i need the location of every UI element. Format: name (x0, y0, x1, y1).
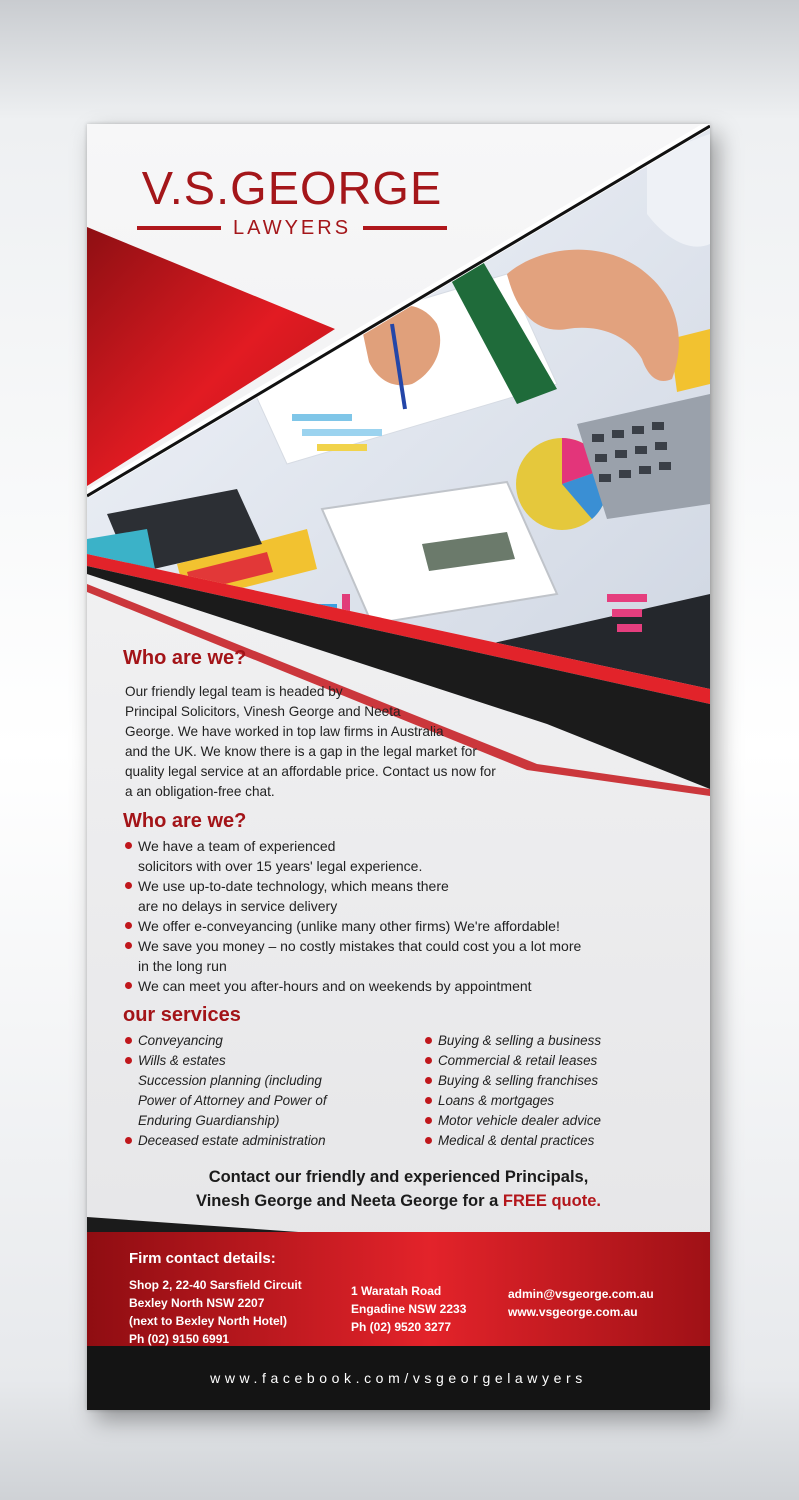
bullet-dot-icon (125, 842, 132, 849)
address-line: (next to Bexley North Hotel) (129, 1314, 288, 1328)
bullet-line: solicitors with over 15 years' legal experience. (138, 858, 423, 874)
list-item (125, 916, 685, 936)
bullet-dot-icon (425, 1057, 432, 1064)
list-item (425, 1051, 695, 1071)
service-line: Buying & selling a business (438, 1033, 602, 1048)
list-item (425, 1111, 695, 1131)
cta-free-quote: FREE quote. (502, 1192, 601, 1210)
bullet-dot-icon (425, 1077, 432, 1084)
service-line: Enduring Guardianship) (138, 1113, 280, 1128)
call-to-action (87, 1165, 710, 1213)
bullet-line: We use up-to-date technology, which means there (138, 878, 449, 894)
facebook-link[interactable]: www.facebook.com/vsgeorgelawyers (210, 1370, 587, 1386)
about-line: a an obligation-free chat. (125, 784, 275, 799)
services-heading: our services (123, 1004, 241, 1026)
cta-line-2 (87, 1189, 710, 1213)
bullet-line: We can meet you after-hours and on weekends by appointment (138, 978, 532, 994)
bullet-dot-icon (425, 1037, 432, 1044)
cta-line-2-prefix: Vinesh George and Neeta George for a (196, 1192, 503, 1210)
brand-subtitle-row (137, 218, 447, 238)
bullet-line: We have a team of experienced (138, 838, 336, 854)
services-list-right (425, 1031, 695, 1151)
service-line: Motor vehicle dealer advice (438, 1113, 602, 1128)
service-line: Wills & estates (138, 1053, 226, 1068)
bullet-line: are no delays in service delivery (138, 898, 338, 914)
address-line: 1 Waratah Road (351, 1284, 442, 1298)
phone-number: Ph (02) 9520 3277 (351, 1320, 452, 1334)
about-line: Principal Solicitors, Vinesh George and Neeta (125, 704, 401, 719)
office-1-address (129, 1276, 302, 1348)
about-line: quality legal service at an affordable price. Contact us now for (125, 764, 496, 779)
list-item (425, 1091, 695, 1111)
bullet-line: We offer e-conveyancing (unlike many other firms) We're affordable! (138, 918, 560, 934)
list-item (425, 1031, 695, 1051)
office-2-address (351, 1282, 466, 1336)
bullet-dot-icon (425, 1117, 432, 1124)
brand-name: V.S.GEORGE (141, 162, 443, 214)
service-line: Medical & dental practices (438, 1133, 595, 1148)
address-line: Engadine NSW 2233 (351, 1302, 467, 1316)
email-link[interactable]: admin@vsgeorge.com.au (508, 1287, 654, 1301)
list-item (125, 976, 685, 996)
about-line: George. We have worked in top law firms in Australia (125, 724, 444, 739)
bullet-dot-icon (425, 1137, 432, 1144)
list-item (125, 836, 685, 876)
flyer (87, 124, 710, 1410)
list-item (125, 876, 685, 916)
bullet-dot-icon (125, 882, 132, 889)
address-line: Shop 2, 22-40 Sarsfield Circuit (129, 1278, 302, 1292)
service-line: Commercial & retail leases (438, 1053, 598, 1068)
service-line: Loans & mortgages (438, 1093, 555, 1108)
service-line: Power of Attorney and Power of (138, 1093, 327, 1108)
list-item (125, 1031, 405, 1051)
cta-line-1: Contact our friendly and experienced Principals, (208, 1168, 589, 1186)
bullet-dot-icon (125, 982, 132, 989)
phone-number: Ph (02) 9150 6991 (129, 1332, 230, 1346)
about-paragraph (125, 682, 565, 802)
about-line: Our friendly legal team is headed by (125, 684, 343, 699)
about-heading: Who are we? (123, 647, 247, 669)
bullet-dot-icon (125, 922, 132, 929)
bullet-dot-icon (125, 1057, 132, 1064)
why-bullet-list (125, 836, 685, 996)
brand-rule-left (137, 226, 221, 230)
why-heading: Who are we? (123, 810, 247, 832)
service-line: Succession planning (including (138, 1073, 322, 1088)
list-item (125, 1131, 405, 1151)
list-item (125, 936, 685, 976)
service-line: Deceased estate administration (138, 1133, 326, 1148)
list-item (425, 1071, 695, 1091)
brand-subtitle: LAWYERS (232, 217, 352, 239)
contact-title: Firm contact details: (129, 1250, 276, 1267)
address-line: Bexley North NSW 2207 (129, 1296, 265, 1310)
list-item (425, 1131, 695, 1151)
service-line: Buying & selling franchises (438, 1073, 599, 1088)
website-link[interactable]: www.vsgeorge.com.au (508, 1305, 638, 1319)
bullet-dot-icon (425, 1097, 432, 1104)
list-item (125, 1051, 405, 1131)
bullet-line: We save you money – no costly mistakes that could cost you a lot more (138, 938, 582, 954)
online-contact (508, 1285, 654, 1321)
bullet-line: in the long run (138, 958, 227, 974)
brand-logo (137, 162, 447, 238)
about-line: and the UK. We know there is a gap in the legal market for (125, 744, 477, 759)
bullet-dot-icon (125, 1037, 132, 1044)
bullet-dot-icon (125, 942, 132, 949)
bullet-dot-icon (125, 1137, 132, 1144)
services-list-left (125, 1031, 405, 1151)
brand-rule-right (363, 226, 447, 230)
service-line: Conveyancing (138, 1033, 223, 1048)
